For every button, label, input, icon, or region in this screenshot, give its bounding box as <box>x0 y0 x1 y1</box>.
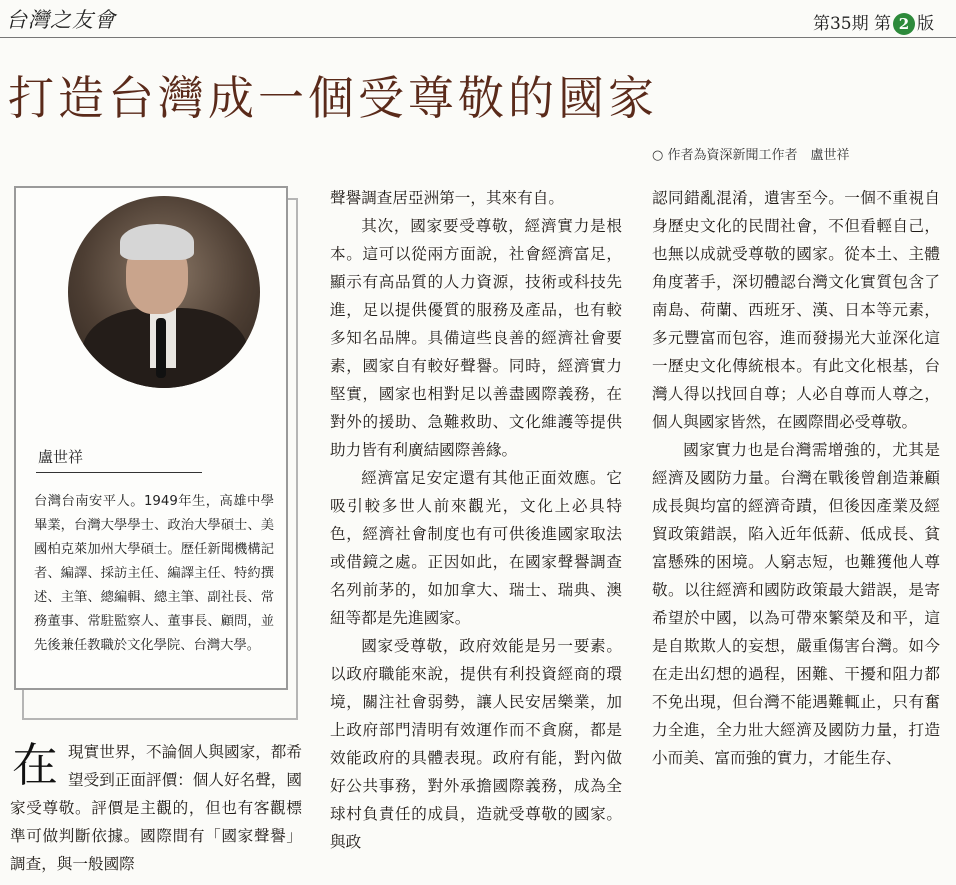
microphone-icon <box>156 318 166 378</box>
issue-suffix: 版 <box>917 14 934 34</box>
author-photo <box>68 196 260 388</box>
paragraph: 經濟富足安定還有其他正面效應。它吸引較多世人前來觀光，文化上必具特色，經濟社會制度也有可供後進國家取法或借鏡之處。正因如此，在國家聲譽調查名列前茅的，如加拿大、瑞士、瑞典、澳紐等都是先進國家。 <box>330 469 622 627</box>
issue-info <box>813 9 934 35</box>
article-title: 打造台灣成一個受尊敬的國家 <box>8 71 658 125</box>
paragraph <box>10 738 302 878</box>
article-byline: ○ 作者為資深新聞工作者 盧世祥 <box>652 148 850 163</box>
paragraph: 認同錯亂混淆，遺害至今。一個不重視自身歷史文化的民間社會，不但看輕自己，也無以成就受尊敬的國家。從本土、主體角度著手，深切體認台灣文化實質包含了南島、荷蘭、西班牙、漢、日本等元素，多元豐富而包容，進而發揚光大並深化這一歷史文化傳統根本。有此文化根基，台灣人得以找回自尊；人必自尊而人尊之，個人與國家皆然，在國際間必受尊敬。 <box>652 189 940 431</box>
paragraph: 聲譽調查居亞洲第一，其來有自。 <box>330 189 564 207</box>
page-number-badge: 2 <box>893 13 915 35</box>
issue-prefix: 第35期 第 <box>812 14 891 34</box>
column-2 <box>330 184 622 856</box>
masthead-divider <box>0 37 956 38</box>
masthead <box>0 0 956 40</box>
paragraph: 國家受尊敬，政府效能是另一要素。以政府職能來說，提供有利投資經商的環境，關注社會弱勢，讓人民安居樂業，加上政府部門清明有效運作而不貪腐，都是效能政府的具體表現。政府有能，對內做好公共事務，對外承擔國際義務，成為全球村負責任的成員，造就受尊敬的國家。與政 <box>330 637 622 851</box>
author-name: 盧世祥 <box>38 448 84 466</box>
column-1 <box>10 738 302 878</box>
bio-divider <box>36 472 202 473</box>
author-bio-box <box>14 186 288 690</box>
paragraph-text: 現實世界，不論個人與國家，都希望受到正面評價：個人好名聲，國家受尊敬。評價是主觀的，但也有客觀標準可做判斷依據。國際間有「國家聲譽」調查，與一般國際 <box>10 743 302 873</box>
drop-cap: 在 <box>12 738 58 792</box>
column-3 <box>652 184 940 772</box>
paragraph: 其次，國家要受尊敬，經濟實力是根本。這可以從兩方面說，社會經濟富足，顯示有高品質的人力資源，技術或科技先進，足以提供優質的服務及產品，也有較多知名品牌。具備這些良善的經濟社會要素，國家自有較好聲譽。同時，經濟實力堅實，國家也相對足以善盡國際義務，在對外的援助、急難救助、文化維護等提供助力皆有利廣結國際善緣。 <box>330 217 622 459</box>
newspaper-logo: 台灣之友會 <box>6 8 116 32</box>
paragraph: 國家實力也是台灣需增強的，尤其是經濟及國防力量。台灣在戰後曾創造兼顧成長與均富的經濟奇蹟，但後因產業及經貿政策錯誤，陷入近年低薪、低成長、貧富懸殊的困境。人窮志短，也難獲他人尊敬。以往經濟和國防政策最大錯誤，是寄希望於中國，以為可帶來繁榮及和平，這是自欺欺人的妄想，嚴重傷害台灣。如今在走出幻想的過程，困難、干擾和阻力都不免出現，但台灣不能遇難輒止，只有奮力全進，全力壯大經濟及國防力量，打造小而美、富而強的實力，才能生存、 <box>652 441 940 767</box>
author-bio: 台灣台南安平人。1949年生，高雄中學畢業，台灣大學學士、政治大學碩士、美國柏克萊加州大學碩士。歷任新聞機構記者、編譯、採訪主任、編譯主任、特約撰述、主筆、總編輯、總主筆、副社長、常務董事、常駐監察人、董事長、顧問，並先後兼任教職於文化學院、台灣大學。 <box>34 494 274 653</box>
